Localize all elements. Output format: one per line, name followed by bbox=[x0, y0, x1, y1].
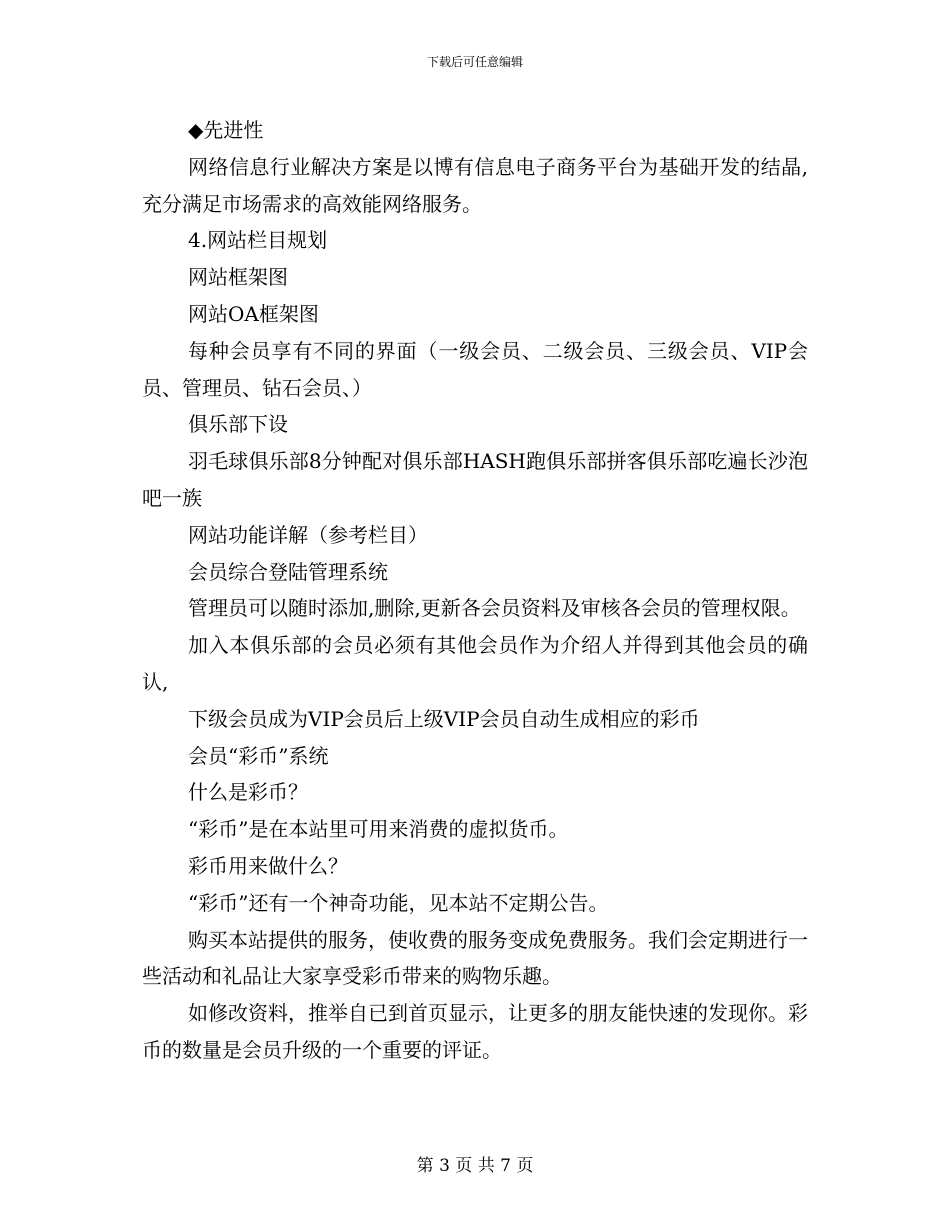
paragraph-coin-use: 彩币用来做什么？ bbox=[188, 853, 348, 878]
paragraph-admin-rights: 管理员可以随时添加,删除,更新各会员资料及审核各会员的管理权限。 bbox=[188, 596, 801, 621]
paragraph-oa-framework: 网站OA框架图 bbox=[188, 301, 319, 326]
paragraph-advanced: ◆先进性 bbox=[188, 118, 264, 142]
paragraph-what-coin: 什么是彩币？ bbox=[188, 780, 308, 805]
page-header: 下载后可任意编辑 bbox=[426, 55, 523, 69]
paragraph-club-list: 羽毛球俱乐部8分钟配对俱乐部HASH跑俱乐部拼客俱乐部吃遍长沙泡吧一族 bbox=[142, 449, 808, 510]
paragraph-buy-services: 购买本站提供的服务，使收费的服务变成免费服务。我们会定期进行一些活动和礼品让大家享受彩币带来的购物乐趣。 bbox=[142, 927, 808, 989]
paragraph-login-system: 会员综合登陆管理系统 bbox=[188, 559, 388, 584]
paragraph-section-heading: 4.网站栏目规划 bbox=[188, 228, 328, 253]
paragraph-edit-profile: 如修改资料，推举自已到首页显示，让更多的朋友能快速的发现你。彩币的数量是会员升级的一个重要的评证。 bbox=[142, 1001, 808, 1062]
paragraph-coin-magic: “彩币”还有一个神奇功能，见本站不定期公告。 bbox=[188, 890, 609, 915]
paragraph-site-framework: 网站框架图 bbox=[188, 265, 288, 290]
paragraph-member-levels: 每种会员享有不同的界面（一级会员、二级会员、三级会员、VIP会员、管理员、钻石会员、） bbox=[142, 338, 808, 400]
paragraph-function-detail: 网站功能详解（参考栏目） bbox=[188, 522, 428, 547]
paragraph-club-sub: 俱乐部下设 bbox=[188, 412, 288, 437]
paragraph-coin-definition: “彩币”是在本站里可用来消费的虚拟货币。 bbox=[188, 817, 569, 842]
page-number: 第 3 页 共 7 页 bbox=[416, 1156, 534, 1176]
paragraph-coin-system: 会员“彩币”系统 bbox=[188, 743, 329, 768]
paragraph-join-rule: 加入本俱乐部的会员必须有其他会员作为介绍人并得到其他会员的确认, bbox=[142, 633, 808, 694]
document-body bbox=[142, 112, 808, 1069]
paragraph-vip-coins: 下级会员成为VIP会员后上级VIP会员自动生成相应的彩币 bbox=[188, 706, 700, 731]
paragraph-solution: 网络信息行业解决方案是以博有信息电子商务平台为基础开发的结晶,充分满足市场需求的高效能网络服务。 bbox=[142, 154, 808, 216]
